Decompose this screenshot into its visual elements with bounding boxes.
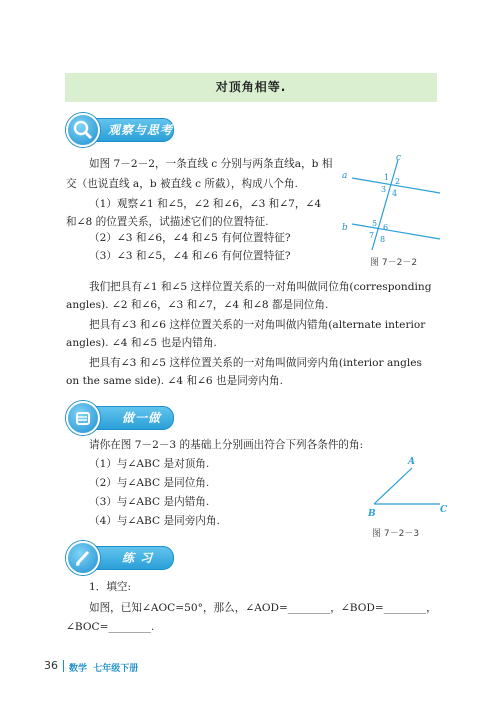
section2-line-1: 请你在图 7－2－3 的基础上分别画出符合下列各条件的角: [89, 439, 364, 451]
section2-line-3: （2）与∠ABC 是同位角. [89, 477, 210, 489]
section3-line-1: 1．填空: [89, 581, 132, 593]
figure-caption-7-2-3: 图 7－2－3 [372, 529, 420, 539]
section3-line-2: 如图，已知∠AOC=50°，那么，∠AOD=________，∠BOD=________， [89, 602, 437, 614]
section2-line-4: （3）与∠ABC 是内错角. [89, 496, 210, 508]
figure-7-2-3 [360, 450, 455, 520]
figure-7-2-2 [340, 150, 445, 260]
section1-line-1: 如图 7－2－2，一条直线 c 分别与两条直线a，b 相 [89, 158, 333, 170]
angle-4: 4 [392, 189, 398, 198]
hand-icon [66, 401, 100, 435]
section1-line-6: （3）∠3 和∠5，∠4 和∠6 有何位置特征? [89, 250, 291, 262]
angle-1: 1 [384, 173, 390, 182]
book-title: 数学 七年级下册 [69, 664, 139, 674]
label-B: B [368, 509, 376, 519]
angle-5: 5 [372, 219, 378, 228]
section2-line-2: （1）与∠ABC 是对顶角. [89, 458, 210, 470]
body-line-2: angles). ∠2 和∠6，∠3 和∠7，∠4 和∠8 都是同位角. [66, 299, 329, 311]
section1-line-4: 和∠8 的位置关系，试描述它们的位置特征. [66, 216, 269, 228]
body-line-1: 我们把具有∠1 和∠5 这样位置关系的一对角叫做同位角(corresponding [89, 281, 432, 293]
theorem-banner: 对顶角相等. [65, 73, 437, 102]
section-title-exercise: 练 习 [122, 551, 154, 565]
footer-divider [63, 660, 64, 672]
body-line-4: angles). ∠4 和∠5 也是内错角. [66, 337, 217, 349]
section-title-observe: 观察与思考 [108, 123, 174, 137]
angle-8: 8 [380, 235, 386, 244]
figure-caption-7-2-2: 图 7－2－2 [370, 258, 418, 268]
section1-line-3: （1）观察∠1 和∠5，∠2 和∠6，∠3 和∠7，∠4 [89, 198, 322, 210]
angle-7: 7 [369, 231, 375, 240]
page-number: 36 [44, 659, 58, 672]
section1-line-2: 交（也说直线 a，b 被直线 c 所截），构成八个角. [66, 178, 298, 190]
body-line-3: 把具有∠3 和∠6 这样位置关系的一对角叫做内错角(alternate interior [89, 319, 426, 331]
section-title-try: 做一做 [122, 411, 162, 425]
angle-6: 6 [383, 223, 389, 232]
magnifier-icon [66, 113, 100, 147]
section3-line-3: ∠BOC=________. [66, 621, 155, 633]
label-c: c [396, 153, 402, 163]
label-b: b [342, 223, 348, 233]
label-C: C [440, 505, 448, 515]
line-b [352, 224, 440, 239]
angle-3: 3 [381, 185, 387, 194]
section1-line-5: （2）∠3 和∠6，∠4 和∠5 有何位置特征? [89, 232, 291, 244]
label-a: a [342, 171, 348, 181]
section2-line-5: （4）与∠ABC 是同旁内角. [89, 515, 220, 527]
ray-BA [374, 468, 412, 504]
body-line-5: 把具有∠3 和∠5 这样位置关系的一对角叫做同旁内角(interior angles [89, 357, 422, 369]
body-line-6: on the same side). ∠4 和∠6 也是同旁内角. [66, 375, 283, 387]
pencil-icon [66, 541, 100, 575]
angle-2: 2 [395, 177, 401, 186]
label-A: A [408, 457, 415, 467]
